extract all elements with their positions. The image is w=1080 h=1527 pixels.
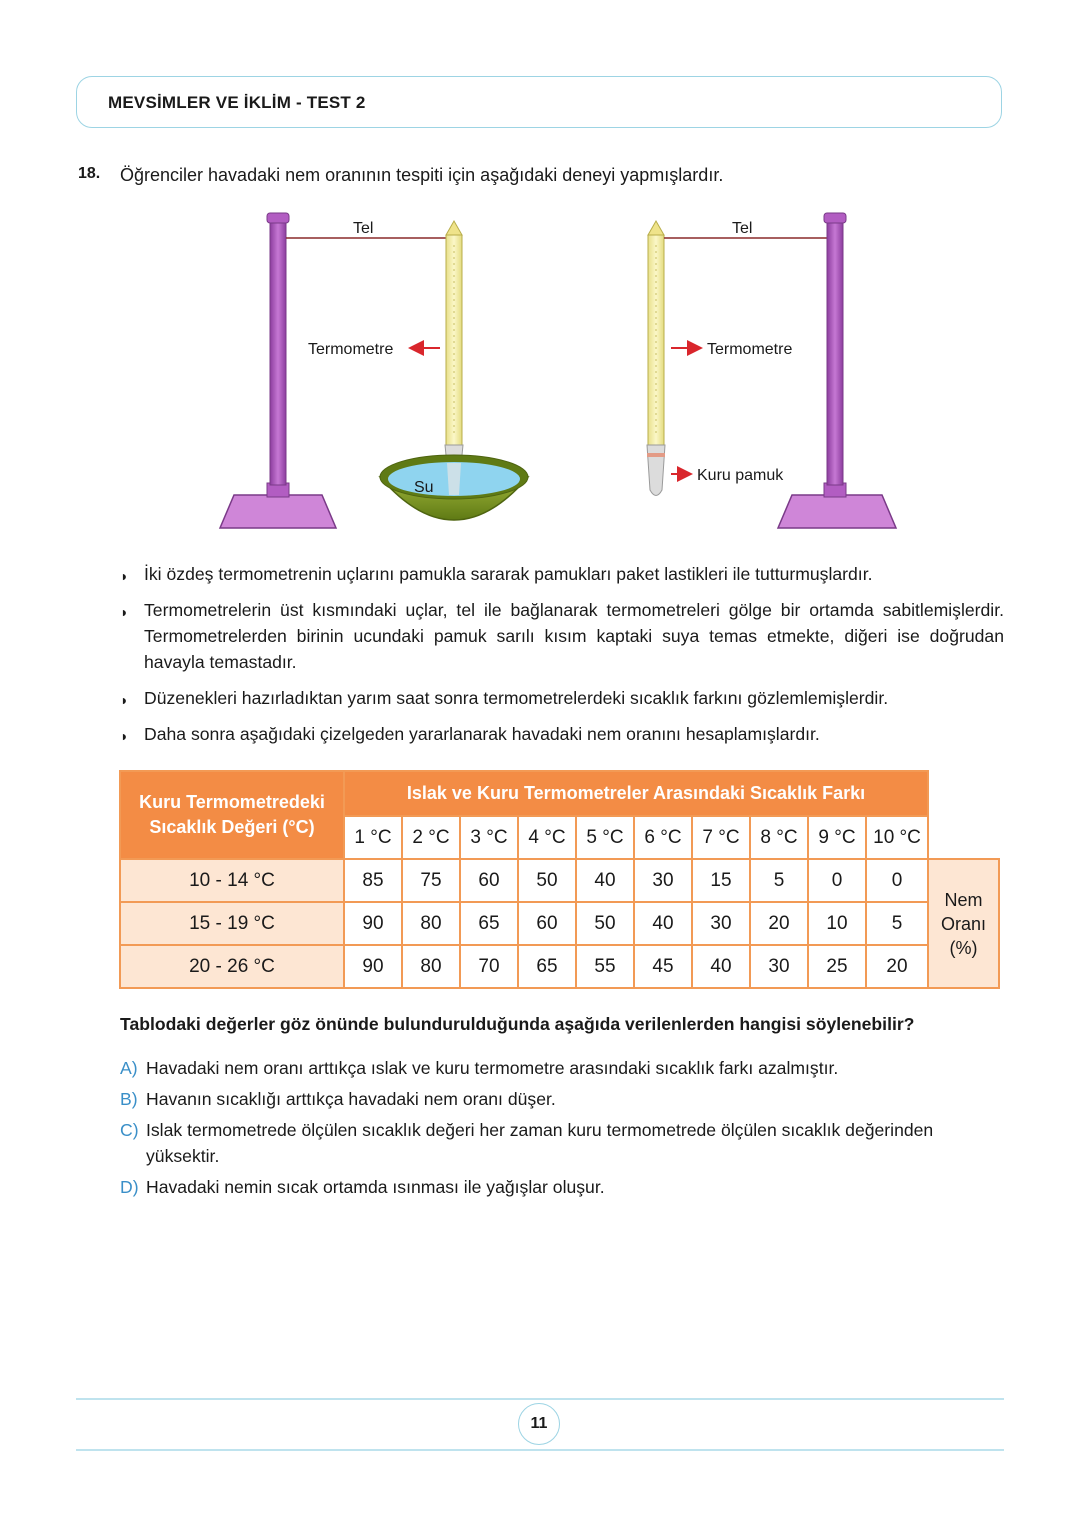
table-cell: 40 xyxy=(692,945,750,988)
label-thermometer-left: Termometre xyxy=(308,341,394,358)
table-cell: 20 xyxy=(750,902,808,945)
table-cell: 0 xyxy=(866,859,928,902)
table-row xyxy=(120,945,999,988)
table-cell: 90 xyxy=(344,902,402,945)
table-cell: 5 xyxy=(750,859,808,902)
table-cell: 0 xyxy=(808,859,866,902)
table-cell: 30 xyxy=(692,902,750,945)
column-header: 5 °C xyxy=(576,816,634,859)
table-row xyxy=(120,859,999,902)
table-cell: 45 xyxy=(634,945,692,988)
table-cell: 40 xyxy=(634,902,692,945)
table-cell: 75 xyxy=(402,859,460,902)
procedure-list xyxy=(120,561,1004,757)
table-cell: 40 xyxy=(576,859,634,902)
humidity-table xyxy=(119,770,1000,989)
option-text: Havadaki nem oranı arttıkça ıslak ve kuru termometre arasındaki sıcaklık farkı azalmıştır. xyxy=(146,1058,839,1078)
table-cell: 55 xyxy=(576,945,634,988)
question-number: 18. xyxy=(78,165,101,182)
table-cell: 65 xyxy=(460,902,518,945)
table-cell: 90 xyxy=(344,945,402,988)
label-wire-left: Tel xyxy=(353,220,374,237)
bullet-icon: ◗ xyxy=(120,604,129,620)
column-header: 8 °C xyxy=(750,816,808,859)
table-cell: 50 xyxy=(518,859,576,902)
table-cell: 80 xyxy=(402,902,460,945)
table-cell: 80 xyxy=(402,945,460,988)
header-box xyxy=(76,76,1002,128)
option-text: Islak termometrede ölçülen sıcaklık değeri her zaman kuru termometrede ölçülen sıcaklık değerinden yüksektir. xyxy=(146,1120,934,1166)
option-b[interactable] xyxy=(120,1086,1004,1112)
option-c[interactable] xyxy=(120,1117,1004,1169)
table-cell: 60 xyxy=(518,902,576,945)
bullet-icon: ◗ xyxy=(120,728,129,744)
table-cell: 70 xyxy=(460,945,518,988)
option-text: Havanın sıcaklığı arttıkça havadaki nem oranı düşer. xyxy=(146,1089,556,1109)
page-number: 11 xyxy=(518,1403,560,1445)
table-cell: 30 xyxy=(750,945,808,988)
table-cell: 85 xyxy=(344,859,402,902)
column-header: 10 °C xyxy=(866,816,928,859)
procedure-item: ◗ Daha sonra aşağıdaki çizelgeden yararlanarak havadaki nem oranını hesaplamışlardır. xyxy=(120,721,1004,747)
table-cell: 65 xyxy=(518,945,576,988)
test-title: MEVSİMLER VE İKLİM - TEST 2 xyxy=(108,93,366,112)
experiment-figure xyxy=(210,205,910,550)
footer-divider-top xyxy=(76,1398,1004,1400)
humidity-table-wrap xyxy=(119,770,1000,989)
question-prompt: Tablodaki değerler göz önünde bulundurulduğunda aşağıda verilenlerden hangisi söylenebilir? xyxy=(120,1014,915,1034)
label-water: Su xyxy=(414,479,434,496)
table-cell: 60 xyxy=(460,859,518,902)
group-header: Islak ve Kuru Termometreler Arasındaki Sıcaklık Farkı xyxy=(344,771,928,816)
row-label: 15 - 19 °C xyxy=(120,902,344,945)
table-row xyxy=(120,902,999,945)
left-thermometer xyxy=(445,221,463,479)
column-header: 4 °C xyxy=(518,816,576,859)
left-stand xyxy=(220,213,336,528)
label-dry-cotton: Kuru pamuk xyxy=(697,467,784,484)
table-cell: 25 xyxy=(808,945,866,988)
label-thermometer-right: Termometre xyxy=(707,341,793,358)
option-letter: A) xyxy=(120,1058,138,1078)
option-a[interactable] xyxy=(120,1055,1004,1081)
column-header: 3 °C xyxy=(460,816,518,859)
table-cell: 5 xyxy=(866,902,928,945)
right-stand xyxy=(778,213,896,528)
answer-options xyxy=(120,1055,1004,1205)
label-wire-right: Tel xyxy=(732,220,753,237)
table-cell: 50 xyxy=(576,902,634,945)
procedure-item: ◗ İki özdeş termometrenin uçlarını pamukla sararak pamukları paket lastikleri ile tutturmuşlardır. xyxy=(120,561,1004,587)
table-cell: 20 xyxy=(866,945,928,988)
column-header: 6 °C xyxy=(634,816,692,859)
column-header: 7 °C xyxy=(692,816,750,859)
option-text: Havadaki nemin sıcak ortamda ısınması ile yağışlar oluşur. xyxy=(146,1177,605,1197)
column-header: 9 °C xyxy=(808,816,866,859)
table-cell: 15 xyxy=(692,859,750,902)
row-label: 20 - 26 °C xyxy=(120,945,344,988)
option-d[interactable] xyxy=(120,1174,1004,1200)
footer-divider-bottom xyxy=(76,1449,1004,1451)
nem-orani-label: Nem Oranı (%) xyxy=(928,859,999,988)
right-thermometer xyxy=(647,221,665,496)
option-letter: B) xyxy=(120,1089,138,1109)
column-header: 1 °C xyxy=(344,816,402,859)
bullet-icon: ◗ xyxy=(120,568,129,584)
table-cell: 10 xyxy=(808,902,866,945)
procedure-item: ◗ Düzenekleri hazırladıktan yarım saat sonra termometrelerdeki sıcaklık farkını gözlemlemişlerdir. xyxy=(120,685,1004,711)
option-letter: D) xyxy=(120,1177,139,1197)
procedure-item: ◗ Termometrelerin üst kısmındaki uçlar, tel ile bağlanarak termometreleri gölge bir ortamda sabitlemişlerdir. Termometrelerden birinin ucundaki pamuk sarılı kısım kaptaki suya temas etmekte, diğeri ise doğrudan havayla temastadır. xyxy=(120,600,1004,672)
water-bowl xyxy=(380,455,528,520)
table-cell: 30 xyxy=(634,859,692,902)
option-letter: C) xyxy=(120,1120,139,1140)
column-header: 2 °C xyxy=(402,816,460,859)
bullet-icon: ◗ xyxy=(120,692,129,708)
row-header-title: Kuru Termometredeki Sıcaklık Değeri (°C) xyxy=(120,771,344,859)
row-label: 10 - 14 °C xyxy=(120,859,344,902)
question-stem: Öğrenciler havadaki nem oranının tespiti için aşağıdaki deneyi yapmışlardır. xyxy=(120,165,724,185)
